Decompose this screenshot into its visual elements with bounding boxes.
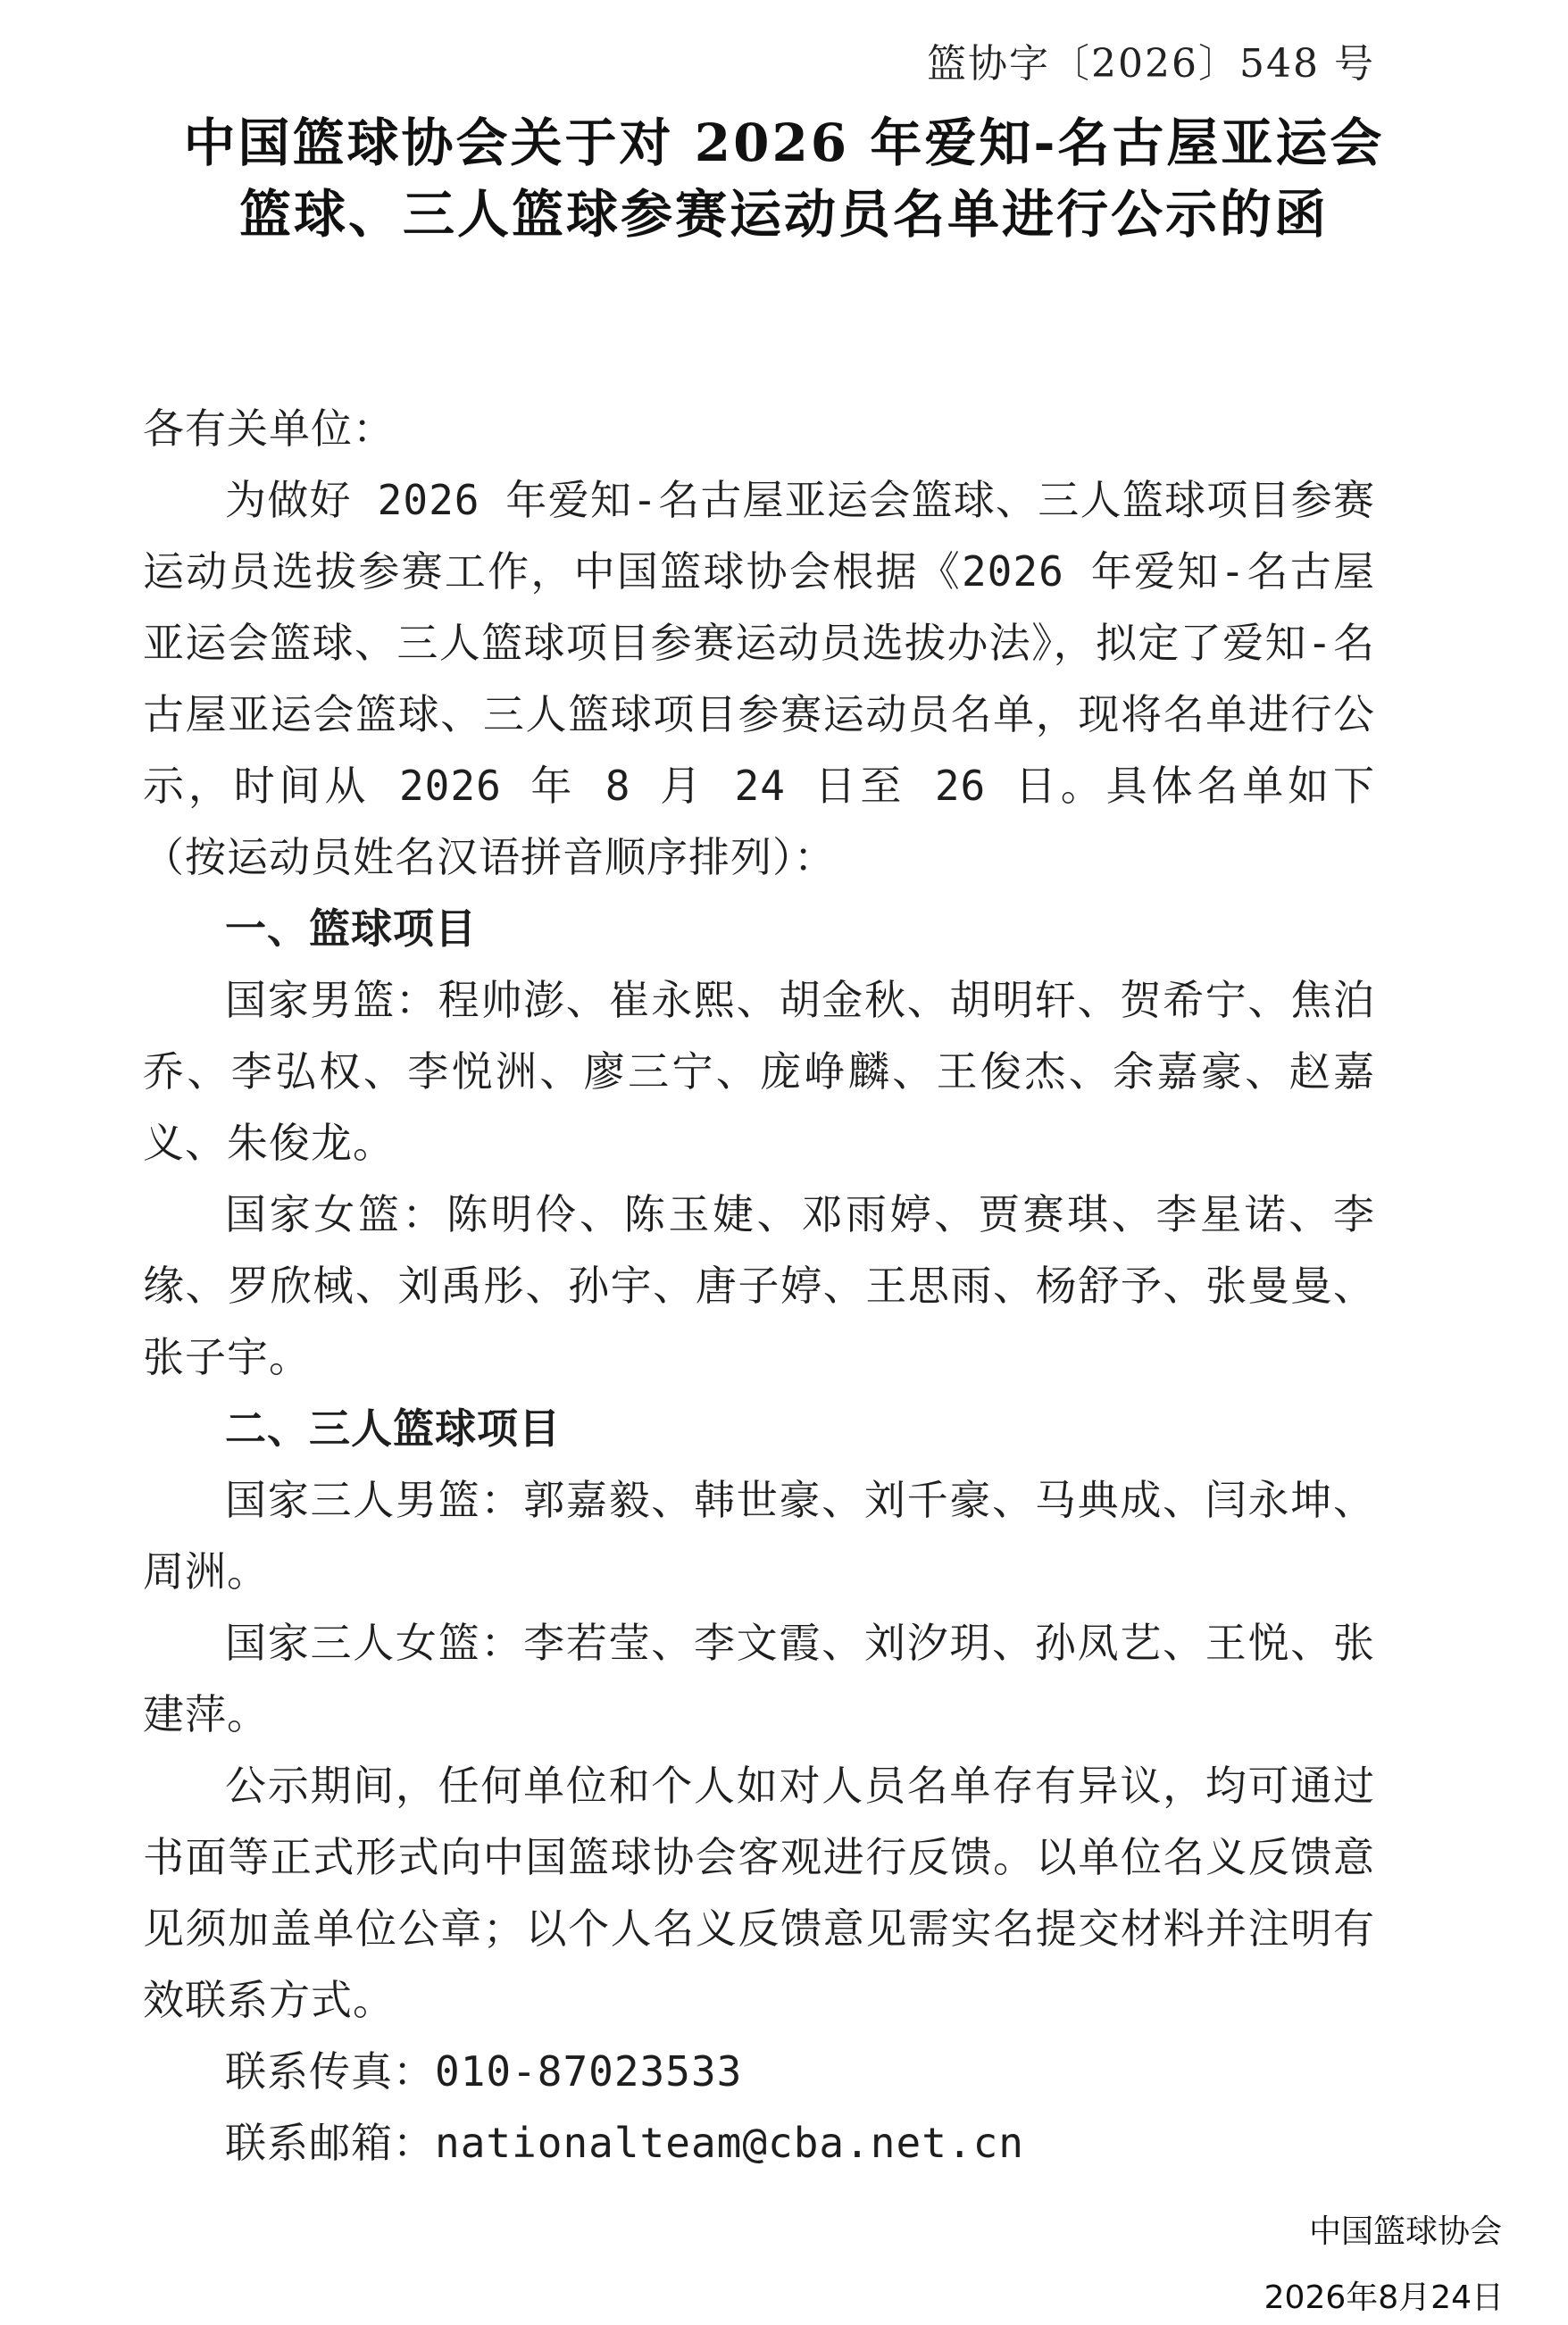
- contact-fax: 联系传真：010-87023533: [225, 2047, 743, 2096]
- document-title-line-1: 中国篮球协会关于对 2026 年爱知-名古屋亚运会: [183, 112, 1385, 173]
- document-body: [143, 393, 1375, 2179]
- feedback-paragraph: 公示期间，任何单位和个人如对人员名单存有异议，均可通过书面等正式形式向中国篮球协会客观进行反馈。以单位名义反馈意见须加盖单位公章；以个人名义反馈意见需实名提交材料并注明有效联系方式。: [143, 1762, 1375, 2024]
- men-team-list: 国家男篮：程帅澎、崔永熙、胡金秋、胡明轩、贺希宁、焦泊乔、李弘权、李悦洲、廖三宁、庞峥麟、王俊杰、余嘉豪、赵嘉义、朱俊龙。: [143, 976, 1375, 1167]
- document-number: 篮协字〔2026〕548 号: [927, 41, 1375, 87]
- contact-email: 联系邮箱：nationalteam@cba.net.cn: [225, 2119, 1024, 2167]
- men-3x3-list: 国家三人男篮：郭嘉毅、韩世豪、刘千豪、马典成、闫永坤、周洲。: [143, 1476, 1375, 1596]
- signature-organization: 中国篮球协会: [1308, 2213, 1502, 2250]
- section-heading-3x3: 二、三人篮球项目: [225, 1404, 561, 1453]
- salutation: 各有关单位：: [143, 404, 395, 453]
- women-3x3-list: 国家三人女篮：李若莹、李文霞、刘汐玥、孙凤艺、王悦、张建萍。: [143, 1619, 1375, 1738]
- signature-date: 2026年8月24日: [1264, 2279, 1504, 2316]
- document-title-line-2: 篮球、三人篮球参赛运动员名单进行公示的函: [238, 184, 1329, 245]
- intro-paragraph: 为做好 2026 年爱知-名古屋亚运会篮球、三人篮球项目参赛运动员选拔参赛工作，中国篮球协会根据《2026 年爱知-名古屋亚运会篮球、三人篮球项目参赛运动员选拔办法》，拟定了爱知-名古屋亚运会篮球、三人篮球项目参赛运动员名单，现将名单进行公示，时间从 2026 年 8 月 24 日至 26 日。具体名单如下（按运动员姓名汉语拼音顺序排列）：: [143, 476, 1375, 881]
- section-heading-basketball: 一、篮球项目: [225, 904, 477, 953]
- women-team-list: 国家女篮：陈明伶、陈玉婕、邓雨婷、贾赛琪、李星诺、李缘、罗欣棫、刘禹彤、孙宇、唐子婷、王思雨、杨舒予、张曼曼、张子宇。: [143, 1190, 1375, 1381]
